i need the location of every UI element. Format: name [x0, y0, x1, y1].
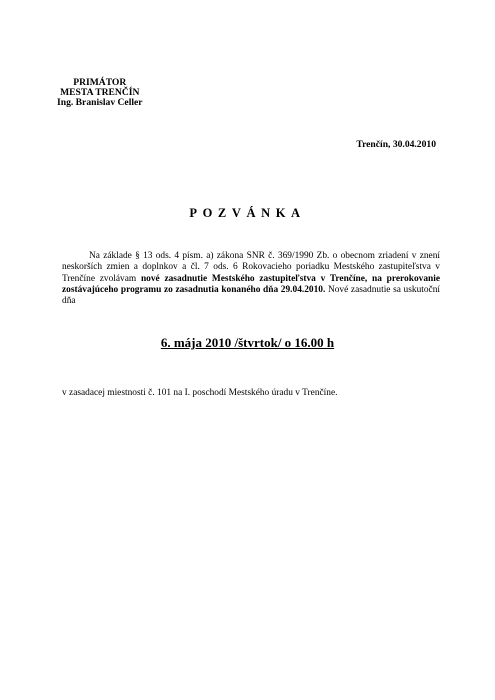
paragraph-bold-text: nové zasadnutie Mestského zastupiteľstva v Trenčíne, na prerokovanie zostávajúceho programu zo zasadnutia konaného dňa 29.04.2010.	[62, 273, 440, 295]
document-date: Trenčín, 30.04.2010	[356, 139, 436, 150]
letterhead-city: MESTA TRENČÍN	[60, 87, 140, 98]
invitation-paragraph	[62, 251, 440, 307]
meeting-location: v zasadacej miestnosti č. 101 na I. poschodí Mestského úradu v Trenčíne.	[62, 388, 338, 398]
document-title: POZVÁNKA	[189, 206, 306, 220]
letterhead-title: PRIMÁTOR	[73, 77, 127, 88]
letterhead-name: Ing. Branislav Celler	[57, 97, 143, 108]
paragraph-text-end: Nové zasadnutie sa uskutoční dňa	[62, 284, 441, 307]
letterhead	[57, 78, 143, 108]
meeting-datetime: 6. mája 2010 /štvrtok/ o 16.00 h	[160, 335, 335, 350]
paragraph-text-start: Na základe § 13 ods. 4 písm. a) zákona SNR č. 369/1990 Zb. o obecnom zriadení v znení neskorších zmien a doplnkov a čl. 7 ods. 6 Rokovacieho poriadku Mestského zastupiteľstva v Trenčíne zvolávam	[62, 251, 440, 284]
